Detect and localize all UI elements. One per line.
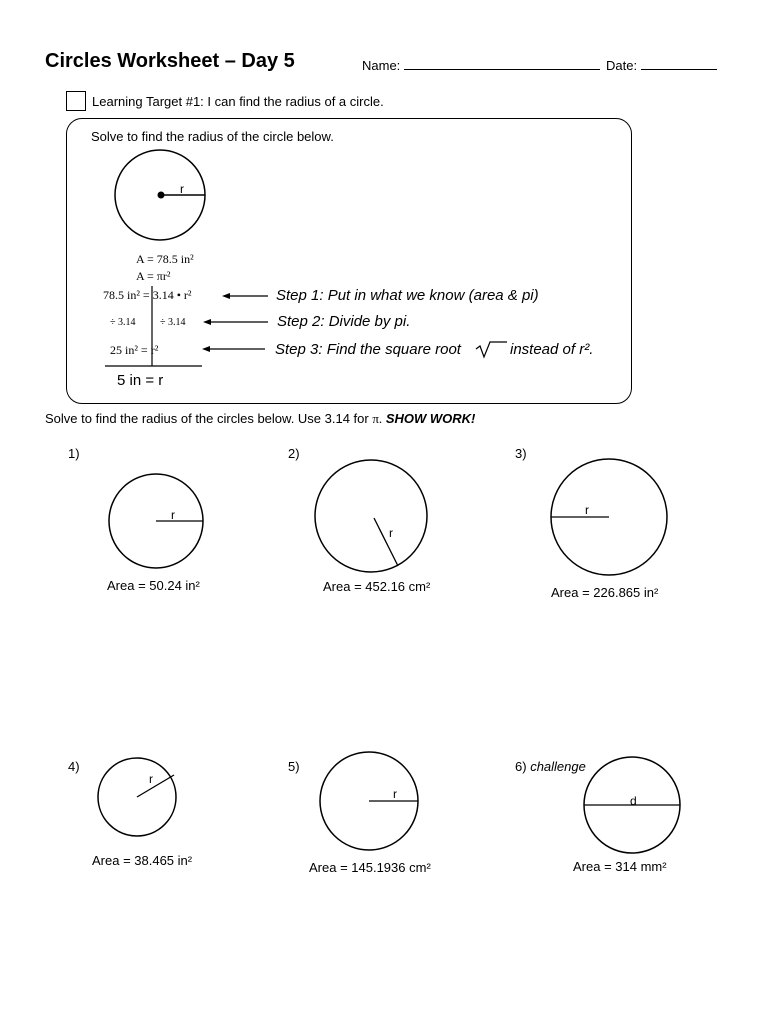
problem-4-label: r <box>149 772 153 786</box>
step-2-text: Step 2: Divide by pi. <box>277 313 411 330</box>
challenge-label: challenge <box>530 759 586 774</box>
problem-3-label: r <box>585 503 589 517</box>
problem-1-number: 1) <box>68 446 80 461</box>
problem-2-radius <box>374 518 398 566</box>
problem-2-number: 2) <box>288 446 300 461</box>
problem-4-radius <box>137 775 174 797</box>
directions-text: Solve to find the radius of the circles below. Use 3.14 for <box>45 411 369 426</box>
divide-left: ÷ 3.14 <box>110 317 136 328</box>
problem-6-label: d <box>630 794 637 808</box>
example-answer: 5 in = r <box>117 372 164 389</box>
name-label: Name: <box>362 58 401 73</box>
problem-6-header <box>515 759 586 774</box>
problem-2-circle <box>315 460 427 572</box>
problem-6-number: 6) <box>515 759 527 774</box>
problem-2-area: Area = 452.16 cm² <box>323 579 431 594</box>
quotient-step: 25 in² = r² <box>110 343 159 357</box>
directions <box>45 411 475 427</box>
example-radius-label: r <box>180 182 184 196</box>
page-title: Circles Worksheet – Day 5 <box>45 50 295 72</box>
show-work-emphasis: SHOW WORK! <box>385 411 476 426</box>
problem-5-number: 5) <box>288 759 300 774</box>
problem-3-number: 3) <box>515 446 527 461</box>
area-formula: A = πr² <box>136 269 171 283</box>
problem-2-label: r <box>389 526 393 540</box>
substitution-step: 78.5 in² = 3.14 • r² <box>103 288 192 302</box>
example-instruction: Solve to find the radius of the circle below. <box>91 129 334 144</box>
problem-4-area: Area = 38.465 in² <box>92 853 193 868</box>
date-label: Date: <box>606 58 638 73</box>
pi-symbol: π. <box>372 411 383 426</box>
learning-target-text: Learning Target #1: I can find the radius of a circle. <box>92 94 384 109</box>
divide-right: ÷ 3.14 <box>160 317 186 328</box>
problem-1-area: Area = 50.24 in² <box>107 578 200 593</box>
step-3-text: Step 3: Find the square root <box>275 341 461 358</box>
problem-6-area: Area = 314 mm² <box>573 859 667 874</box>
problem-4-number: 4) <box>68 759 80 774</box>
step-1-text: Step 1: Put in what we know (area & pi) <box>276 287 539 304</box>
problem-5-label: r <box>393 787 397 801</box>
step-3-text-end: instead of r². <box>510 341 594 358</box>
problem-1-label: r <box>171 508 175 522</box>
problem-3-area: Area = 226.865 in² <box>551 585 659 600</box>
square-root-icon <box>476 342 507 357</box>
problem-5-area: Area = 145.1936 cm² <box>309 860 431 875</box>
given-area: A = 78.5 in² <box>136 252 194 266</box>
